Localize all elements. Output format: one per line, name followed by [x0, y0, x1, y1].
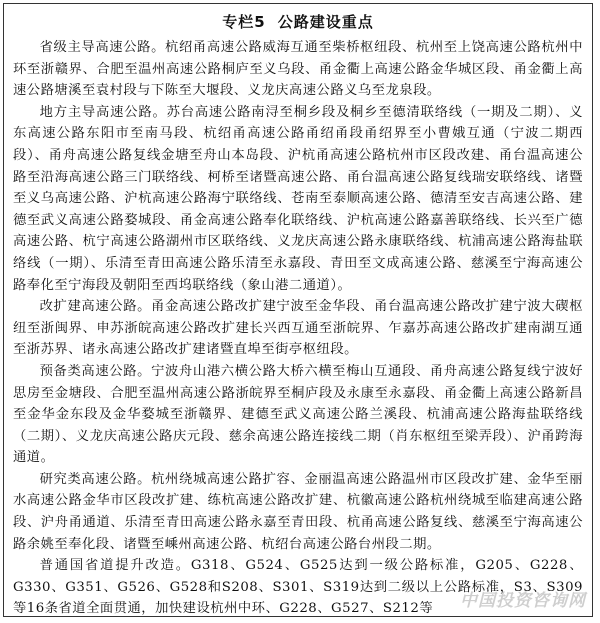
sidebar-label: 专栏5 — [222, 13, 266, 31]
sidebar-box — [3, 3, 593, 617]
watermark-logo: 中国投资咨询网 — [460, 591, 586, 611]
paragraph-reserve-expressways: 预备类高速公路。宁波舟山港六横公路大桥六横至梅山互通段、甬舟高速公路复线宁波好思房至金塘段、合肥至温州高速公路浙皖界至桐庐段及永康至永嘉段、甬金衢上高速公路新昌至金华金东段及金华婺城至浙赣界、建德至武义高速公路兰溪段、杭浦高速公路海盐联络线（二期）、义龙庆高速公路庆元段、慈余高速公路连接线二期（肖东枢纽至梁弄段）、沪甬跨海通道。 — [13, 363, 583, 466]
paragraph-expansion-expressways: 改扩建高速公路。甬金高速公路改扩建宁波至金华段、甬台温高速公路改扩建宁波大碶枢纽至浙闽界、申苏浙皖高速公路改扩建长兴西互通至浙皖界、乍嘉苏高速公路改扩建南湖互通至浙苏界、诸永高速公路改扩建诸暨直埠至街亭枢纽段。 — [13, 299, 583, 358]
sidebar-heading: 公路建设重点 — [277, 13, 374, 31]
sidebar-title — [4, 11, 592, 33]
paragraph-local-expressways: 地方主导高速公路。苏台高速公路南浔至桐乡段及桐乡至德清联络线（一期及二期）、义东高速公路东阳市至南马段、杭绍甬高速公路甬绍甬段甬绍界至小曹娥互通（宁波二期西段）、甬舟高速公路复线金塘至舟山本岛段、沪杭甬高速公路杭州市区段改建、甬台温高速公路至沿海高速公路三门联络线、柯桥至诸暨高速公路、甬台温高速公路复线瑞安联络线、诸暨至义乌高速公路、沪杭高速公路海宁联络线、苍南至泰顺高速公路、德清至安吉高速公路、建德至武义高速公路婺城段、甬金高速公路奉化联络线、沪杭高速公路嘉善联络线、长兴至广德高速公路、杭宁高速公路湖州市区联络线、义龙庆高速公路永康联络线、杭浦高速公路海盐联络线（一期）、乐清至青田高速公路乐清至永嘉段、青田至文成高速公路、慈溪至宁海高速公路奉化至宁海段及朝阳至西坞联络线（象山港二通道）。 — [13, 104, 583, 293]
paragraph-research-expressways: 研究类高速公路。杭州绕城高速公路扩容、金丽温高速公路温州市区段改扩建、金华至丽水高速公路金华市区段改扩建、练杭高速公路改扩建、杭徽高速公路杭州绕城至临建高速公路段、沪舟甬通道、乐清至青田高速公路永嘉至青田段、杭甬高速公路复线、慈溪至宁海高速公路余姚至奉化段、诸暨至嵊州高速公路、杭绍台高速公路台州段二期。 — [13, 471, 583, 552]
paragraph-national-provincial-roads: 普通国省道提升改造。G318、G524、G525达到一级公路标准，G205、G228、G330、G351、G526、G528和S208、S301、S319达到二级以上公路标准，S3、S309等16条省道全面贯通，加快建设杭州中环、G228、G527、S212等 — [13, 558, 583, 617]
sidebar-body — [4, 33, 592, 617]
paragraph-provincial-expressways: 省级主导高速公路。杭绍甬高速公路威海互通至柴桥枢纽段、杭州至上饶高速公路杭州中环至浙赣界、合肥至温州高速公路桐庐至义乌段、甬金衢上高速公路金华城区段、甬金衢上高速公路塘溪至袁村段与下陈至大堰段、义龙庆高速公路义乌至龙泉段。 — [13, 40, 583, 99]
